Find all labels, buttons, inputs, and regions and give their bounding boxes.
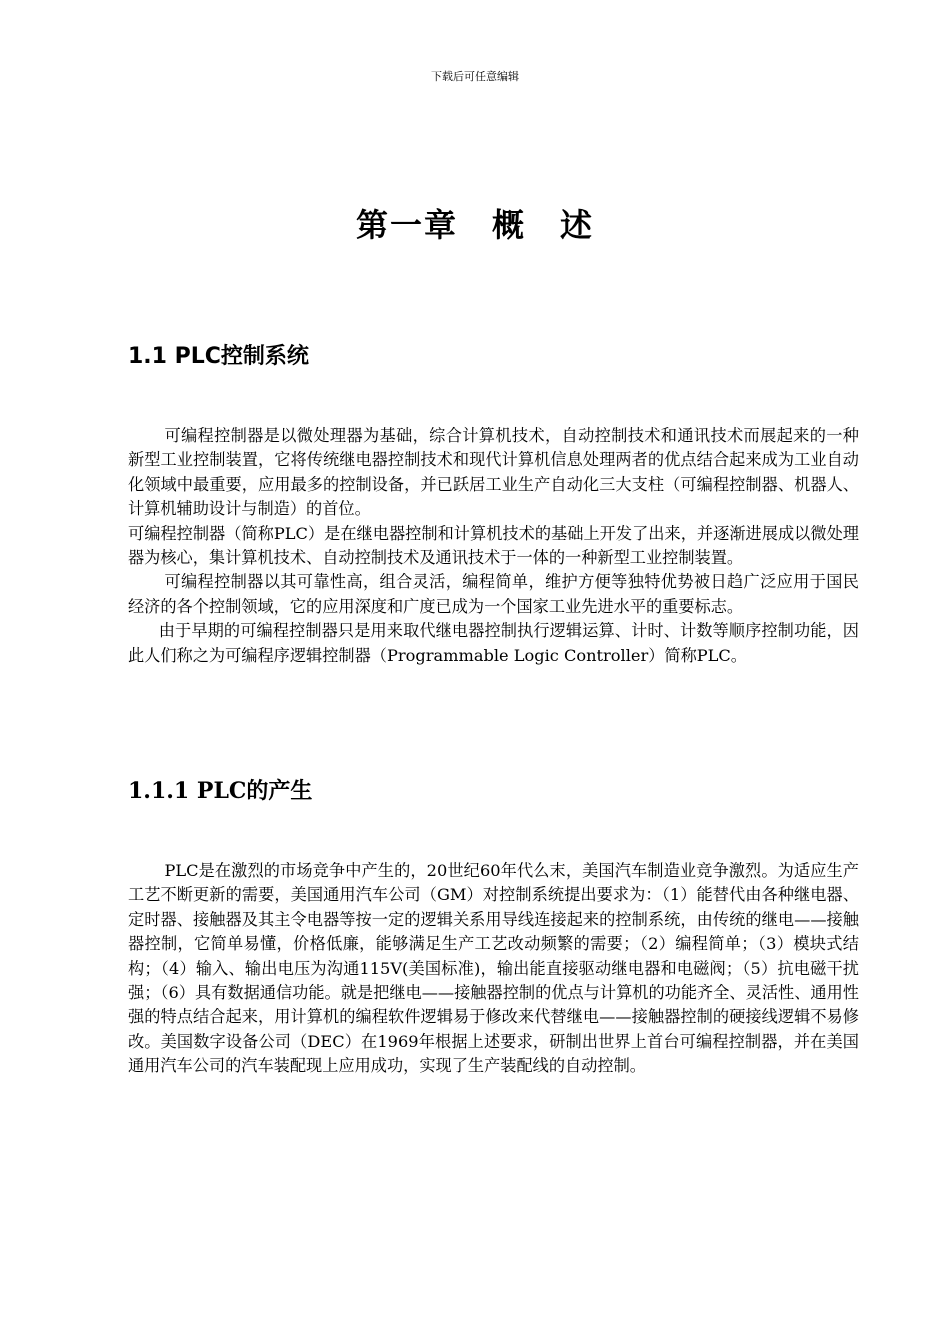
paragraph: 可编程控制器以其可靠性高，组合灵活，编程简单，维护方便等独特优势被日趋广泛应用于国民经济的各个控制领域，它的应用深度和广度已成为一个国家工业先进水平的重要标志。	[128, 572, 859, 616]
paragraph: 由于早期的可编程控制器只是用来取代继电器控制执行逻辑运算、计时、计数等顺序控制功能，因此人们称之为可编程序逻辑控制器（Programmable Logic Controller）简称PLC。	[128, 621, 859, 665]
paragraph: 可编程控制器是以微处理器为基础，综合计算机技术，自动控制技术和通讯技术而展起来的一种新型工业控制装置，它将传统继电器控制技术和现代计算机信息处理两者的优点结合起来成为工业自动化领域中最重要，应用最多的控制设备，并已跃居工业生产自动化三大支柱（可编程控制器、机器人、计算机辅助设计与制造）的首位。	[128, 426, 859, 519]
section-1-1-body	[128, 424, 859, 668]
page-header-note: 下载后可任意编辑	[431, 70, 519, 83]
section-heading-1-1: 1.1 PLC控制系统	[128, 344, 309, 369]
chapter-title: 第一章 概 述	[355, 206, 594, 244]
section-1-1-1-body	[128, 859, 859, 1079]
paragraph: 可编程控制器（简称PLC）是在继电器控制和计算机技术的基础上开发了出来，并逐渐进展成以微处理器为核心，集计算机技术、自动控制技术及通讯技术于一体的一种新型工业控制装置。	[128, 523, 859, 568]
paragraph: PLC是在激烈的市场竞争中产生的，20世纪60年代么末，美国汽车制造业竞争激烈。为适应生产工艺不断更新的需要，美国通用汽车公司（GM）对控制系统提出要求为：（1）能替代由各种继电器、定时器、接触器及其主令电器等按一定的逻辑关系用导线连接起来的控制系统，由传统的继电——接触器控制，它简单易懂，价格低廉，能够满足生产工艺改动频繁的需要；（2）编程简单；（3）模块式结构；（4）输入、输出电压为沟通115V(美国标准)，输出能直接驱动继电器和电磁阀；（5）抗电磁干扰强；（6）具有数据通信功能。就是把继电——接触器控制的优点与计算机的功能齐全、灵活性、通用性强的特点结合起来，用计算机的编程软件逻辑易于修改来代替继电——接触器控制的硬接线逻辑不易修改。美国数字设备公司（DEC）在1969年根据上述要求，研制出世界上首台可编程控制器，并在美国通用汽车公司的汽车装配现上应用成功，实现了生产装配线的自动控制。	[128, 861, 859, 1076]
section-heading-1-1-1: 1.1.1 PLC的产生	[128, 778, 313, 804]
